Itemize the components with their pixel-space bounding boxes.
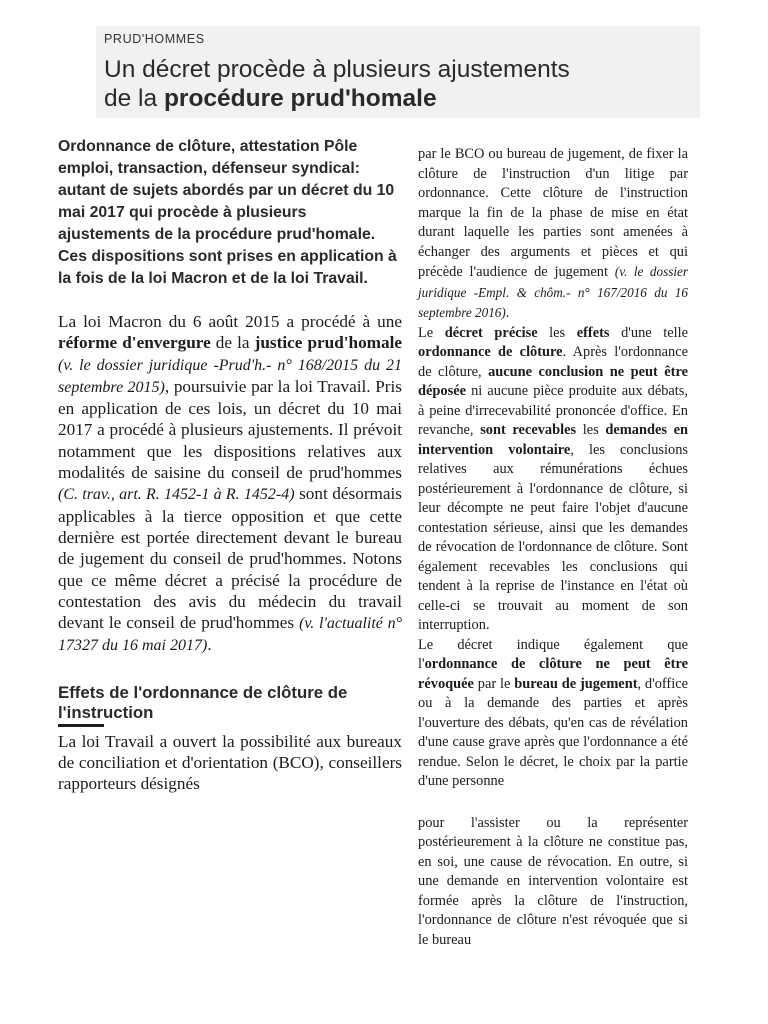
text-run: par le BCO ou bureau de jugement, de fixer la clôture de l'instruction d'un litige par ordonnance. Cette clôture de l'instruction marque la fin de la phase de mise en état durant laquelle les parties sont amenées à échanger des arguments et pièces et qui précède l'audience de jugement [418, 146, 688, 280]
text-run: . [505, 305, 510, 321]
text-run: ni aucune pièce produite aux débats, à peine d'irrecevabilité prononcée d'office. En revanche, [418, 383, 688, 438]
emphasis: effets [576, 324, 610, 341]
text-run: . Après l'ordonnance de clôture, [418, 344, 688, 380]
text-run: par le [473, 675, 515, 692]
emphasis: demandes en intervention volontaire [418, 422, 689, 458]
right-paragraph-3 [418, 636, 688, 792]
text-run: , d'office ou à la demande des parties et après l'ouverture des débats, qu'en cas de révélation d'une cause grave après que l'ordonnance a été rendue. Selon le décret, le choix par la partie d'une personne [418, 675, 688, 789]
article-headline [104, 55, 694, 113]
right-paragraph-2 [418, 324, 688, 636]
text-run: La loi Macron du 6 août 2015 a procédé à une [58, 312, 402, 331]
right-paragraph-4: pour l'assister ou la représenter postérieurement à la clôture ne constitue pas, en soi, une cause de révocation. En outre, si une demande en intervention volontaire est formée après la clôture de l'instruction, l'ordonnance de clôture n'est révoquée que si le bureau [418, 814, 688, 948]
section-kicker: PRUD'HOMMES [104, 32, 205, 46]
subheading-rule [58, 724, 104, 727]
right-paragraph-1 [418, 145, 688, 324]
text-run: Le [418, 324, 445, 341]
emphasis: bureau de jugement [514, 675, 638, 692]
article-lede: Ordonnance de clôture, attestation Pôle emploi, transaction, défenseur syndical: autant de sujets abordés par un décret du 10 mai 2017 qui procède à plusieurs ajustements de la procédure prud'homale. Ces dispositions sont prises en application à la fois de la loi Macron et de la loi Travail. [58, 138, 397, 287]
emphasis: ordonnance de clôture [418, 344, 563, 360]
emphasis: décret précise [444, 324, 538, 341]
emphasis: sont recevables [480, 422, 577, 438]
citation: (v. le dossier juridique -Prud'h.- n° 168/2015 du 21 septembre 2015) [58, 356, 402, 396]
text-run: sont désormais applicables à la tierce opposition et que cette dernière est portée directement devant le bureau de jugement du conseil de prud'hommes. Notons que ce même décret a précisé la procédure de contestation des avis du médecin du travail devant le conseil de prud'hommes [58, 484, 403, 633]
text-run: les [576, 422, 606, 438]
text-run: Le décret indique également que l' [418, 636, 688, 672]
headline-line-2-bold: procédure prud'homale [163, 85, 437, 112]
emphasis: justice prud'homale [254, 333, 402, 353]
text-run: les [537, 324, 577, 341]
citation: (v. le dossier juridique -Empl. & chôm.- n° 167/2016 du 16 septembre 2016) [418, 264, 688, 320]
headline-line-1: Un décret procède à plusieurs ajustements [104, 56, 570, 83]
left-column [58, 136, 402, 795]
citation: (C. trav., art. R. 1452-1 à R. 1452-4) [58, 486, 295, 504]
left-paragraph-2: La loi Travail a ouvert la possibilité aux bureaux de conciliation et d'orientation (BCO), conseillers rapporteurs désignés [58, 731, 402, 794]
text-run: . [207, 635, 212, 655]
headline-line-2-regular: de la [104, 85, 164, 112]
text-run: d'une telle [609, 324, 689, 341]
citation: (v. l'actualité n° 17327 du 16 mai 2017) [58, 615, 402, 655]
emphasis: ordonnance de clôture ne peut être révoquée [418, 656, 688, 692]
text-run: , poursuivie par la loi Travail. Pris en application de ces lois, un décret du 10 mai 2017 a procédé à plusieurs ajustements. Il prévoit notamment que les dispositions relatives aux modalités de saisine du conseil de prud'hommes [58, 376, 402, 483]
right-column [418, 145, 688, 950]
subheading: Effets de l'ordonnance de clôture de l'instruction [58, 682, 348, 722]
left-paragraph-1 [58, 311, 402, 657]
emphasis: aucune conclusion ne peut être déposée [418, 363, 688, 399]
text-run: de la [210, 333, 255, 353]
text-run: , les conclusions relatives aux rémunérations échues postérieurement à l'ordonnance de clôture, si leur décompte ne peut faire l'objet d'aucune contestation sérieuse, ainsi que les demandes de révocation de l'ordonnance de clôture. Sont également recevables les conclusions qui tendent à la reprise de l'instance en l'état où celle-ci se trouvait au moment de son interruption. [418, 441, 688, 633]
emphasis: réforme d'envergure [58, 333, 211, 353]
